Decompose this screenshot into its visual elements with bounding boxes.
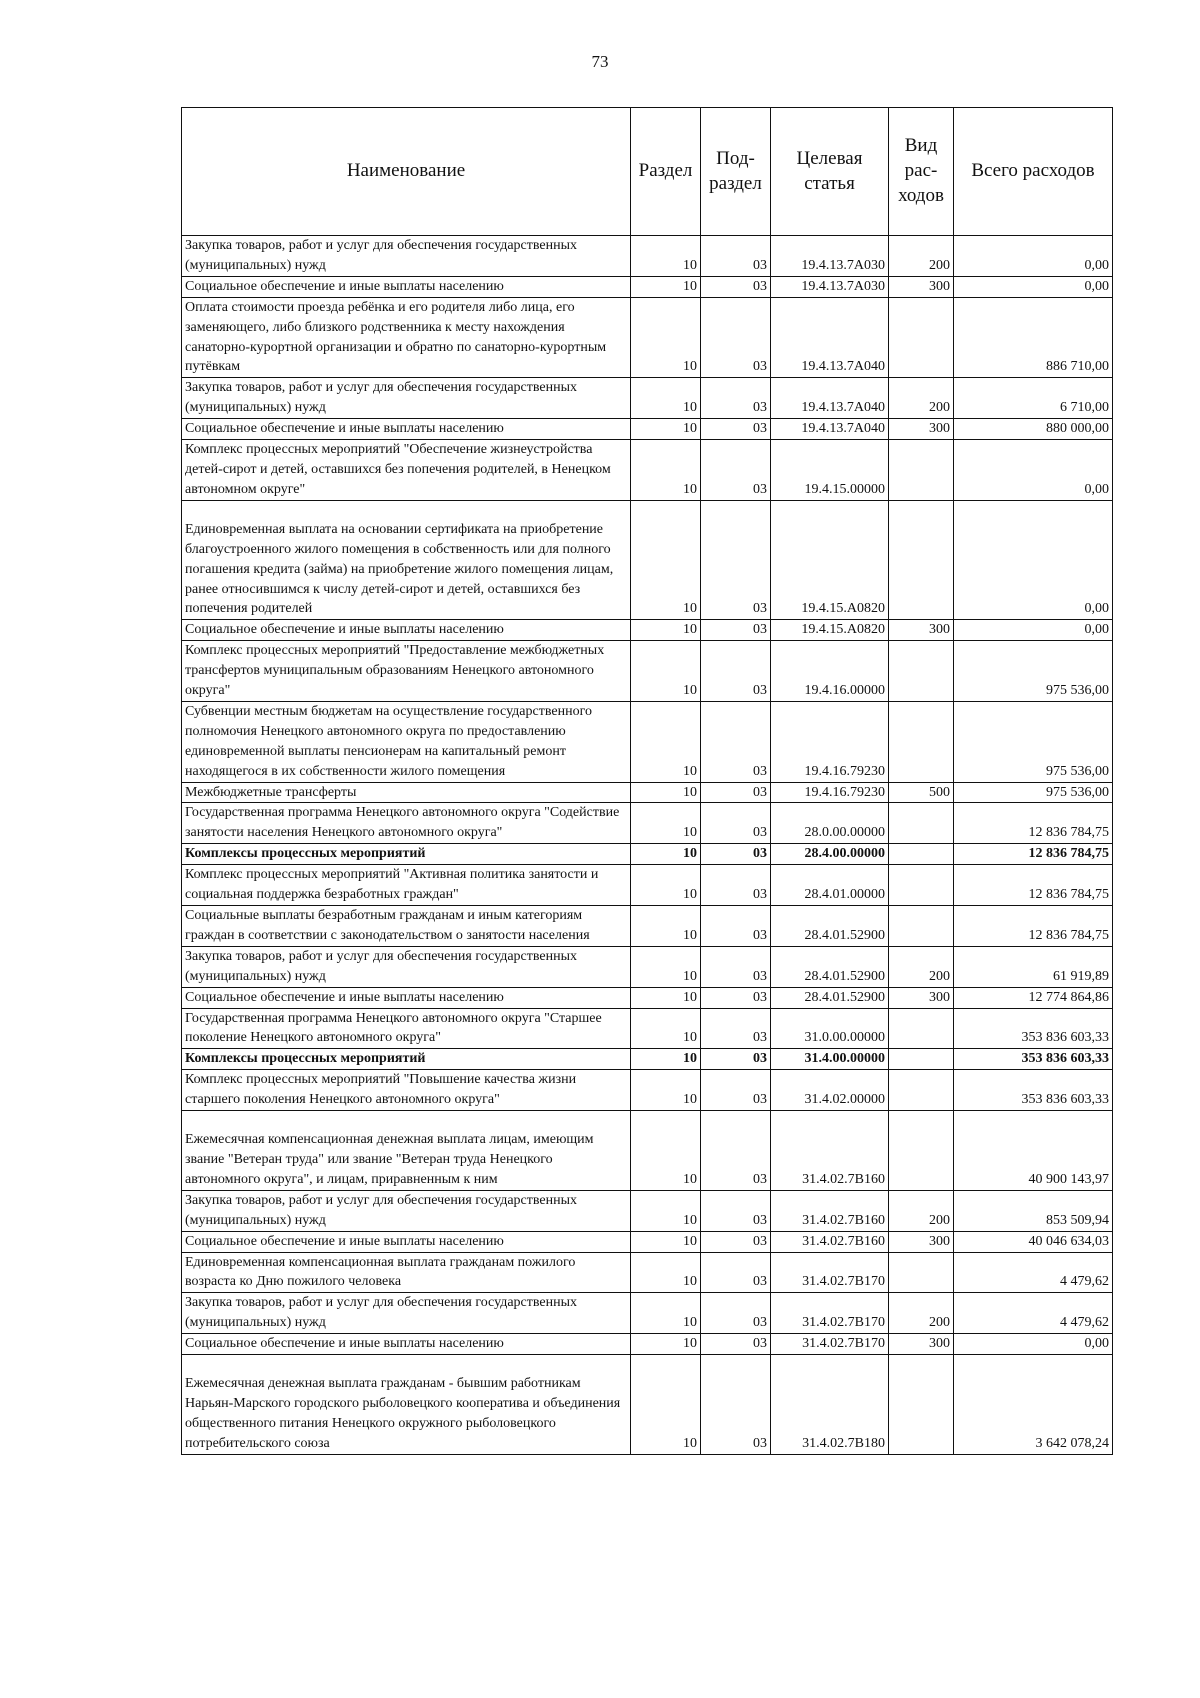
row-kind-cell — [889, 1355, 954, 1455]
row-target-cell: 19.4.16.79230 — [771, 701, 889, 782]
row-target-cell: 28.4.01.52900 — [771, 987, 889, 1008]
row-target-cell: 31.4.00.00000 — [771, 1049, 889, 1070]
row-section-cell: 10 — [631, 641, 701, 702]
row-subsection-cell: 03 — [701, 946, 771, 987]
row-total-cell: 0,00 — [954, 500, 1113, 620]
row-total-cell: 975 536,00 — [954, 782, 1113, 803]
table-row — [182, 1049, 1113, 1070]
row-kind-cell — [889, 641, 954, 702]
row-section-cell: 10 — [631, 620, 701, 641]
row-target-cell: 28.0.00.00000 — [771, 803, 889, 844]
row-name-cell: Социальное обеспечение и иные выплаты населению — [182, 1334, 631, 1355]
row-total-cell: 886 710,00 — [954, 297, 1113, 378]
header-total: Всего расходов — [954, 108, 1113, 236]
row-target-cell: 28.4.01.52900 — [771, 946, 889, 987]
row-kind-cell — [889, 906, 954, 947]
table-row — [182, 865, 1113, 906]
row-name-cell: Ежемесячная денежная выплата гражданам - бывшим работникам Нарьян-Марского городского рыболовецкого кооператива и объединения общественного питания Ненецкого окружного рыболовецкого потребительского союза — [182, 1355, 631, 1455]
row-name-cell: Комплекс процессных мероприятий "Предоставление межбюджетных трансфертов муниципальным образованиям Ненецкого автономного округа" — [182, 641, 631, 702]
table-row — [182, 1293, 1113, 1334]
header-subsection: Под- раздел — [701, 108, 771, 236]
row-subsection-cell: 03 — [701, 1049, 771, 1070]
row-total-cell: 12 836 784,75 — [954, 906, 1113, 947]
row-subsection-cell: 03 — [701, 236, 771, 277]
row-name-cell: Комплексы процессных мероприятий — [182, 844, 631, 865]
table-header-row — [182, 108, 1113, 236]
row-total-cell: 975 536,00 — [954, 641, 1113, 702]
row-kind-cell — [889, 500, 954, 620]
row-kind-cell — [889, 1049, 954, 1070]
row-section-cell: 10 — [631, 276, 701, 297]
row-target-cell: 19.4.15.00000 — [771, 440, 889, 501]
table-row — [182, 1355, 1113, 1455]
table-row — [182, 987, 1113, 1008]
table-row — [182, 419, 1113, 440]
row-total-cell: 353 836 603,33 — [954, 1070, 1113, 1111]
row-kind-cell: 300 — [889, 276, 954, 297]
table-row — [182, 946, 1113, 987]
row-total-cell: 0,00 — [954, 1334, 1113, 1355]
row-kind-cell: 300 — [889, 1231, 954, 1252]
row-name-cell: Государственная программа Ненецкого автономного округа "Старшее поколение Ненецкого автономного округа" — [182, 1008, 631, 1049]
row-target-cell: 19.4.16.79230 — [771, 782, 889, 803]
row-name-cell: Комплексы процессных мероприятий — [182, 1049, 631, 1070]
row-subsection-cell: 03 — [701, 1334, 771, 1355]
table-row — [182, 782, 1113, 803]
header-section: Раздел — [631, 108, 701, 236]
row-target-cell: 19.4.13.7А040 — [771, 297, 889, 378]
header-name: Наименование — [182, 108, 631, 236]
table-row — [182, 803, 1113, 844]
row-total-cell: 353 836 603,33 — [954, 1049, 1113, 1070]
row-total-cell: 61 919,89 — [954, 946, 1113, 987]
row-name-cell: Социальное обеспечение и иные выплаты населению — [182, 419, 631, 440]
row-total-cell: 353 836 603,33 — [954, 1008, 1113, 1049]
row-kind-cell: 300 — [889, 1334, 954, 1355]
table-row — [182, 906, 1113, 947]
row-target-cell: 31.4.02.7В160 — [771, 1190, 889, 1231]
row-total-cell: 3 642 078,24 — [954, 1355, 1113, 1455]
row-subsection-cell: 03 — [701, 1008, 771, 1049]
row-target-cell: 19.4.15.А0820 — [771, 500, 889, 620]
table-body — [182, 236, 1113, 1455]
row-total-cell: 853 509,94 — [954, 1190, 1113, 1231]
row-name-cell: Ежемесячная компенсационная денежная выплата лицам, имеющим звание "Ветеран труда" или звание "Ветеран труда Ненецкого автономного округа", и лицам, приравненным к ним — [182, 1111, 631, 1191]
row-subsection-cell: 03 — [701, 1355, 771, 1455]
row-section-cell: 10 — [631, 1111, 701, 1191]
table-row — [182, 1334, 1113, 1355]
row-kind-cell — [889, 1070, 954, 1111]
row-kind-cell — [889, 440, 954, 501]
row-name-cell: Закупка товаров, работ и услуг для обеспечения государственных (муниципальных) нужд — [182, 1293, 631, 1334]
table-row — [182, 276, 1113, 297]
table-row — [182, 620, 1113, 641]
row-total-cell: 0,00 — [954, 236, 1113, 277]
row-section-cell: 10 — [631, 419, 701, 440]
row-section-cell: 10 — [631, 987, 701, 1008]
row-section-cell: 10 — [631, 865, 701, 906]
row-total-cell: 12 836 784,75 — [954, 803, 1113, 844]
row-total-cell: 0,00 — [954, 620, 1113, 641]
table-row — [182, 440, 1113, 501]
table-row — [182, 236, 1113, 277]
row-total-cell: 40 046 634,03 — [954, 1231, 1113, 1252]
row-name-cell: Социальные выплаты безработным гражданам и иным категориям граждан в соответствии с законодательством о занятости населения — [182, 906, 631, 947]
row-section-cell: 10 — [631, 1252, 701, 1293]
table-row — [182, 378, 1113, 419]
row-kind-cell: 500 — [889, 782, 954, 803]
row-name-cell: Социальное обеспечение и иные выплаты населению — [182, 1231, 631, 1252]
row-total-cell: 6 710,00 — [954, 378, 1113, 419]
row-name-cell: Закупка товаров, работ и услуг для обеспечения государственных (муниципальных) нужд — [182, 236, 631, 277]
row-name-cell: Комплекс процессных мероприятий "Активная политика занятости и социальная поддержка безработных граждан" — [182, 865, 631, 906]
row-target-cell: 31.4.02.7В180 — [771, 1355, 889, 1455]
row-name-cell: Единовременная компенсационная выплата гражданам пожилого возраста ко Дню пожилого человека — [182, 1252, 631, 1293]
row-kind-cell — [889, 844, 954, 865]
row-kind-cell: 200 — [889, 378, 954, 419]
row-section-cell: 10 — [631, 1334, 701, 1355]
row-target-cell: 28.4.00.00000 — [771, 844, 889, 865]
row-target-cell: 31.4.02.7В160 — [771, 1111, 889, 1191]
row-name-cell: Закупка товаров, работ и услуг для обеспечения государственных (муниципальных) нужд — [182, 1190, 631, 1231]
row-target-cell: 28.4.01.52900 — [771, 906, 889, 947]
row-subsection-cell: 03 — [701, 620, 771, 641]
row-section-cell: 10 — [631, 1231, 701, 1252]
row-section-cell: 10 — [631, 236, 701, 277]
row-section-cell: 10 — [631, 782, 701, 803]
row-target-cell: 19.4.13.7А040 — [771, 419, 889, 440]
row-kind-cell — [889, 701, 954, 782]
table-row — [182, 500, 1113, 620]
row-total-cell: 40 900 143,97 — [954, 1111, 1113, 1191]
row-name-cell: Единовременная выплата на основании сертификата на приобретение благоустроенного жилого помещения в собственность или для полного погашения кредита (займа) на приобретение жилого помещения лицам, ранее относившимся к числу детей-сирот и детей, оставшихся без попечения родителей — [182, 500, 631, 620]
row-kind-cell: 200 — [889, 946, 954, 987]
row-kind-cell: 300 — [889, 620, 954, 641]
row-section-cell: 10 — [631, 500, 701, 620]
page-number: 73 — [591, 52, 609, 71]
row-subsection-cell: 03 — [701, 378, 771, 419]
row-total-cell: 4 479,62 — [954, 1252, 1113, 1293]
table-row — [182, 1190, 1113, 1231]
row-target-cell: 31.4.02.7В160 — [771, 1231, 889, 1252]
row-kind-cell — [889, 1008, 954, 1049]
row-total-cell: 12 774 864,86 — [954, 987, 1113, 1008]
table-row — [182, 297, 1113, 378]
row-target-cell: 19.4.13.7А040 — [771, 378, 889, 419]
row-name-cell: Субвенции местным бюджетам на осуществление государственного полномочия Ненецкого автономного округа по предоставлению единовременной выплаты пенсионерам на капитальный ремонт находящегося в их собственности жилого помещения — [182, 701, 631, 782]
row-name-cell: Комплекс процессных мероприятий "Повышение качества жизни старшего поколения Ненецкого автономного округа" — [182, 1070, 631, 1111]
row-total-cell: 0,00 — [954, 276, 1113, 297]
row-total-cell: 4 479,62 — [954, 1293, 1113, 1334]
row-section-cell: 10 — [631, 701, 701, 782]
row-kind-cell: 200 — [889, 1190, 954, 1231]
row-kind-cell: 200 — [889, 1293, 954, 1334]
row-section-cell: 10 — [631, 1355, 701, 1455]
row-section-cell: 10 — [631, 378, 701, 419]
row-section-cell: 10 — [631, 1070, 701, 1111]
row-name-cell: Государственная программа Ненецкого автономного округа "Содействие занятости населения Ненецкого автономного округа" — [182, 803, 631, 844]
row-total-cell: 880 000,00 — [954, 419, 1113, 440]
row-subsection-cell: 03 — [701, 1070, 771, 1111]
row-section-cell: 10 — [631, 803, 701, 844]
row-subsection-cell: 03 — [701, 906, 771, 947]
row-section-cell: 10 — [631, 1293, 701, 1334]
row-section-cell: 10 — [631, 906, 701, 947]
row-subsection-cell: 03 — [701, 419, 771, 440]
row-kind-cell — [889, 865, 954, 906]
row-target-cell: 31.4.02.7В170 — [771, 1252, 889, 1293]
row-section-cell: 10 — [631, 1008, 701, 1049]
row-target-cell: 31.4.02.7В170 — [771, 1293, 889, 1334]
row-target-cell: 19.4.16.00000 — [771, 641, 889, 702]
row-subsection-cell: 03 — [701, 1111, 771, 1191]
row-name-cell: Межбюджетные трансферты — [182, 782, 631, 803]
row-subsection-cell: 03 — [701, 1231, 771, 1252]
table-row — [182, 1231, 1113, 1252]
row-kind-cell — [889, 1111, 954, 1191]
row-subsection-cell: 03 — [701, 701, 771, 782]
table-row — [182, 1008, 1113, 1049]
row-subsection-cell: 03 — [701, 844, 771, 865]
table-row — [182, 701, 1113, 782]
row-subsection-cell: 03 — [701, 440, 771, 501]
row-section-cell: 10 — [631, 844, 701, 865]
row-name-cell: Социальное обеспечение и иные выплаты населению — [182, 276, 631, 297]
row-subsection-cell: 03 — [701, 803, 771, 844]
table-row — [182, 844, 1113, 865]
row-name-cell: Закупка товаров, работ и услуг для обеспечения государственных (муниципальных) нужд — [182, 946, 631, 987]
row-subsection-cell: 03 — [701, 1252, 771, 1293]
row-name-cell: Социальное обеспечение и иные выплаты населению — [182, 987, 631, 1008]
row-target-cell: 31.4.02.00000 — [771, 1070, 889, 1111]
row-section-cell: 10 — [631, 440, 701, 501]
row-kind-cell — [889, 803, 954, 844]
row-subsection-cell: 03 — [701, 865, 771, 906]
row-total-cell: 12 836 784,75 — [954, 865, 1113, 906]
row-target-cell: 19.4.15.А0820 — [771, 620, 889, 641]
row-total-cell: 0,00 — [954, 440, 1113, 501]
row-target-cell: 19.4.13.7А030 — [771, 276, 889, 297]
row-section-cell: 10 — [631, 1049, 701, 1070]
row-section-cell: 10 — [631, 1190, 701, 1231]
row-section-cell: 10 — [631, 297, 701, 378]
row-total-cell: 975 536,00 — [954, 701, 1113, 782]
table-row — [182, 1070, 1113, 1111]
row-kind-cell — [889, 1252, 954, 1293]
row-section-cell: 10 — [631, 946, 701, 987]
table-row — [182, 641, 1113, 702]
row-subsection-cell: 03 — [701, 1293, 771, 1334]
row-target-cell: 28.4.01.00000 — [771, 865, 889, 906]
row-name-cell: Закупка товаров, работ и услуг для обеспечения государственных (муниципальных) нужд — [182, 378, 631, 419]
row-subsection-cell: 03 — [701, 500, 771, 620]
row-kind-cell: 200 — [889, 236, 954, 277]
row-subsection-cell: 03 — [701, 987, 771, 1008]
row-subsection-cell: 03 — [701, 782, 771, 803]
row-subsection-cell: 03 — [701, 641, 771, 702]
row-kind-cell: 300 — [889, 419, 954, 440]
row-target-cell: 31.0.00.00000 — [771, 1008, 889, 1049]
header-expense-kind: Вид рас- ходов — [889, 108, 954, 236]
row-target-cell: 31.4.02.7В170 — [771, 1334, 889, 1355]
row-subsection-cell: 03 — [701, 1190, 771, 1231]
header-target-item: Целевая статья — [771, 108, 889, 236]
table-row — [182, 1111, 1113, 1191]
row-total-cell: 12 836 784,75 — [954, 844, 1113, 865]
row-subsection-cell: 03 — [701, 276, 771, 297]
row-subsection-cell: 03 — [701, 297, 771, 378]
row-name-cell: Социальное обеспечение и иные выплаты населению — [182, 620, 631, 641]
expenditure-table — [181, 107, 1113, 1455]
row-name-cell: Оплата стоимости проезда ребёнка и его родителя либо лица, его заменяющего, либо близкого родственника к месту нахождения санаторно-курортной организации и обратно по санаторно-курортным путёвкам — [182, 297, 631, 378]
row-kind-cell: 300 — [889, 987, 954, 1008]
row-name-cell: Комплекс процессных мероприятий "Обеспечение жизнеустройства детей-сирот и детей, оставшихся без попечения родителей, в Ненецком автономном округе" — [182, 440, 631, 501]
row-target-cell: 19.4.13.7А030 — [771, 236, 889, 277]
table-row — [182, 1252, 1113, 1293]
row-kind-cell — [889, 297, 954, 378]
